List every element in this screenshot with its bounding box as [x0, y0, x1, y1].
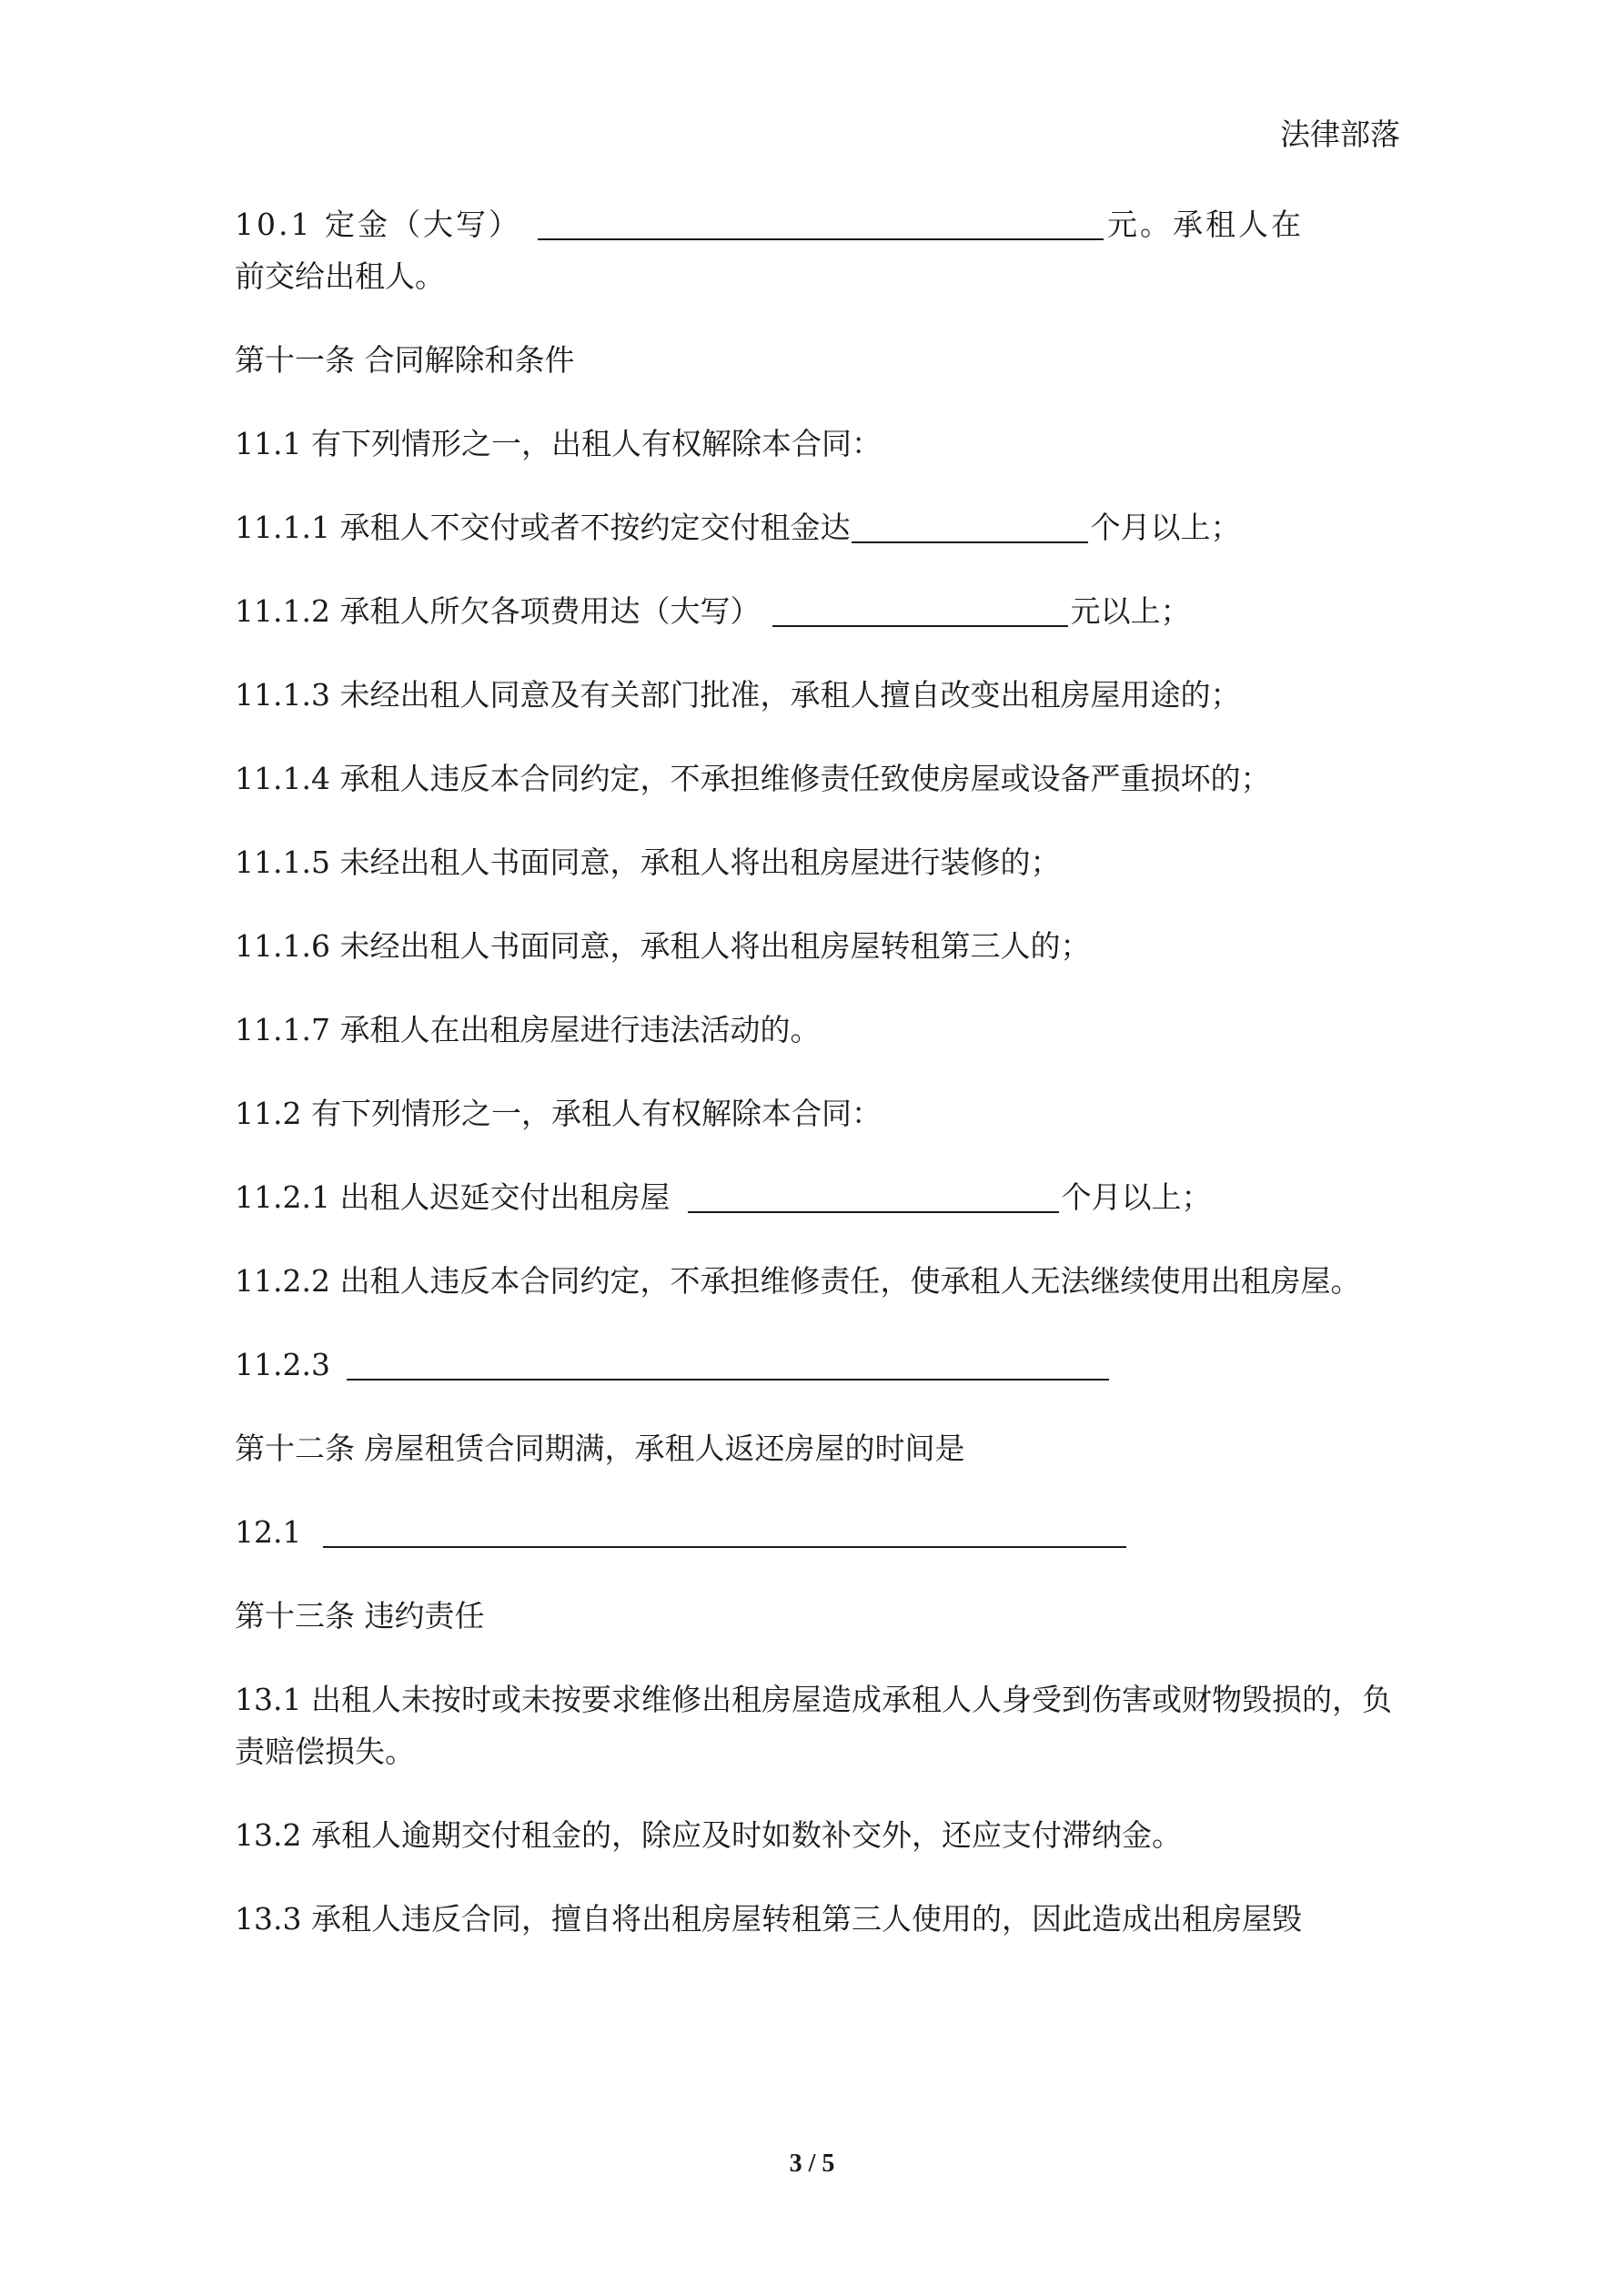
clause-text: 11.1.1 承租人不交付或者不按约定交付租金达	[235, 510, 851, 545]
fill-in-blank[interactable]	[323, 1510, 1126, 1548]
clause-11-1-5: 11.1.5 未经出租人书面同意，承租人将出租房屋进行装修的；	[235, 845, 1061, 880]
clause-text: 12.1	[235, 1514, 302, 1550]
fill-in-blank[interactable]	[772, 589, 1068, 627]
page-number: 3 / 5	[789, 2149, 835, 2178]
article-12-heading: 第十二条 房屋租赁合同期满，承租人返还房屋的时间是	[235, 1431, 965, 1466]
clause-text: 元以上；	[1070, 593, 1191, 629]
clause-13-3: 13.3 承租人违反合同，擅自将出租房屋转租第三人使用的，因此造成出租房屋毁	[235, 1901, 1302, 1937]
clause-11-1-2	[235, 585, 1402, 637]
clause-11-2-2: 11.2.2 出租人违反本合同约定，不承担维修责任，使承租人无法继续使用出租房屋。	[235, 1263, 1361, 1299]
fill-in-blank[interactable]	[852, 505, 1088, 543]
fill-in-blank[interactable]	[538, 202, 1104, 240]
article-11-heading: 第十一条 合同解除和条件	[235, 342, 575, 378]
document-source-label: 法律部落	[1280, 116, 1400, 152]
clause-11-1-7: 11.1.7 承租人在出租房屋进行违法活动的。	[235, 1012, 821, 1047]
clause-12-1	[235, 1506, 1402, 1558]
clause-11-1-4: 11.1.4 承租人违反本合同约定，不承担维修责任致使房屋或设备严重损坏的；	[235, 761, 1271, 796]
fill-in-blank[interactable]	[347, 1342, 1109, 1381]
clause-11-1: 11.1 有下列情形之一，出租人有权解除本合同：	[235, 426, 882, 461]
clause-text: 个月以上；	[1090, 510, 1241, 545]
fill-in-blank[interactable]	[688, 1175, 1059, 1213]
clause-11-2-1	[235, 1171, 1402, 1223]
clause-text: 11.1.2 承租人所欠各项费用达（大写）	[235, 593, 761, 629]
article-13-heading: 第十三条 违约责任	[235, 1598, 485, 1633]
clause-text: 10.1 定金（大写）	[235, 207, 521, 242]
clause-11-1-3: 11.1.3 未经出租人同意及有关部门批准，承租人擅自改变出租房屋用途的；	[235, 677, 1241, 713]
clause-11-2-3	[235, 1339, 1402, 1391]
clause-10-1-deposit	[235, 198, 1402, 250]
clause-13-1: 13.1 出租人未按时或未按要求维修出租房屋造成承租人人身受到伤害或财物毁损的，负责赔偿损失。	[235, 1682, 1392, 1769]
clause-text: 元。承租人在	[1106, 207, 1304, 242]
clause-text: 11.2.3	[235, 1347, 330, 1382]
clause-13-2: 13.2 承租人逾期交付租金的，除应及时如数补交外，还应支付滞纳金。	[235, 1817, 1182, 1853]
clause-11-1-1	[235, 501, 1402, 553]
clause-text: 11.2.1 出租人迟延交付出租房屋	[235, 1179, 671, 1215]
clause-11-2: 11.2 有下列情形之一，承租人有权解除本合同：	[235, 1096, 882, 1131]
clause-text: 个月以上；	[1061, 1179, 1212, 1215]
clause-11-1-6: 11.1.6 未经出租人书面同意，承租人将出租房屋转租第三人的；	[235, 928, 1091, 964]
contract-body	[235, 198, 1402, 1977]
clause-10-1-continued: 前交给出租人。	[235, 258, 445, 294]
